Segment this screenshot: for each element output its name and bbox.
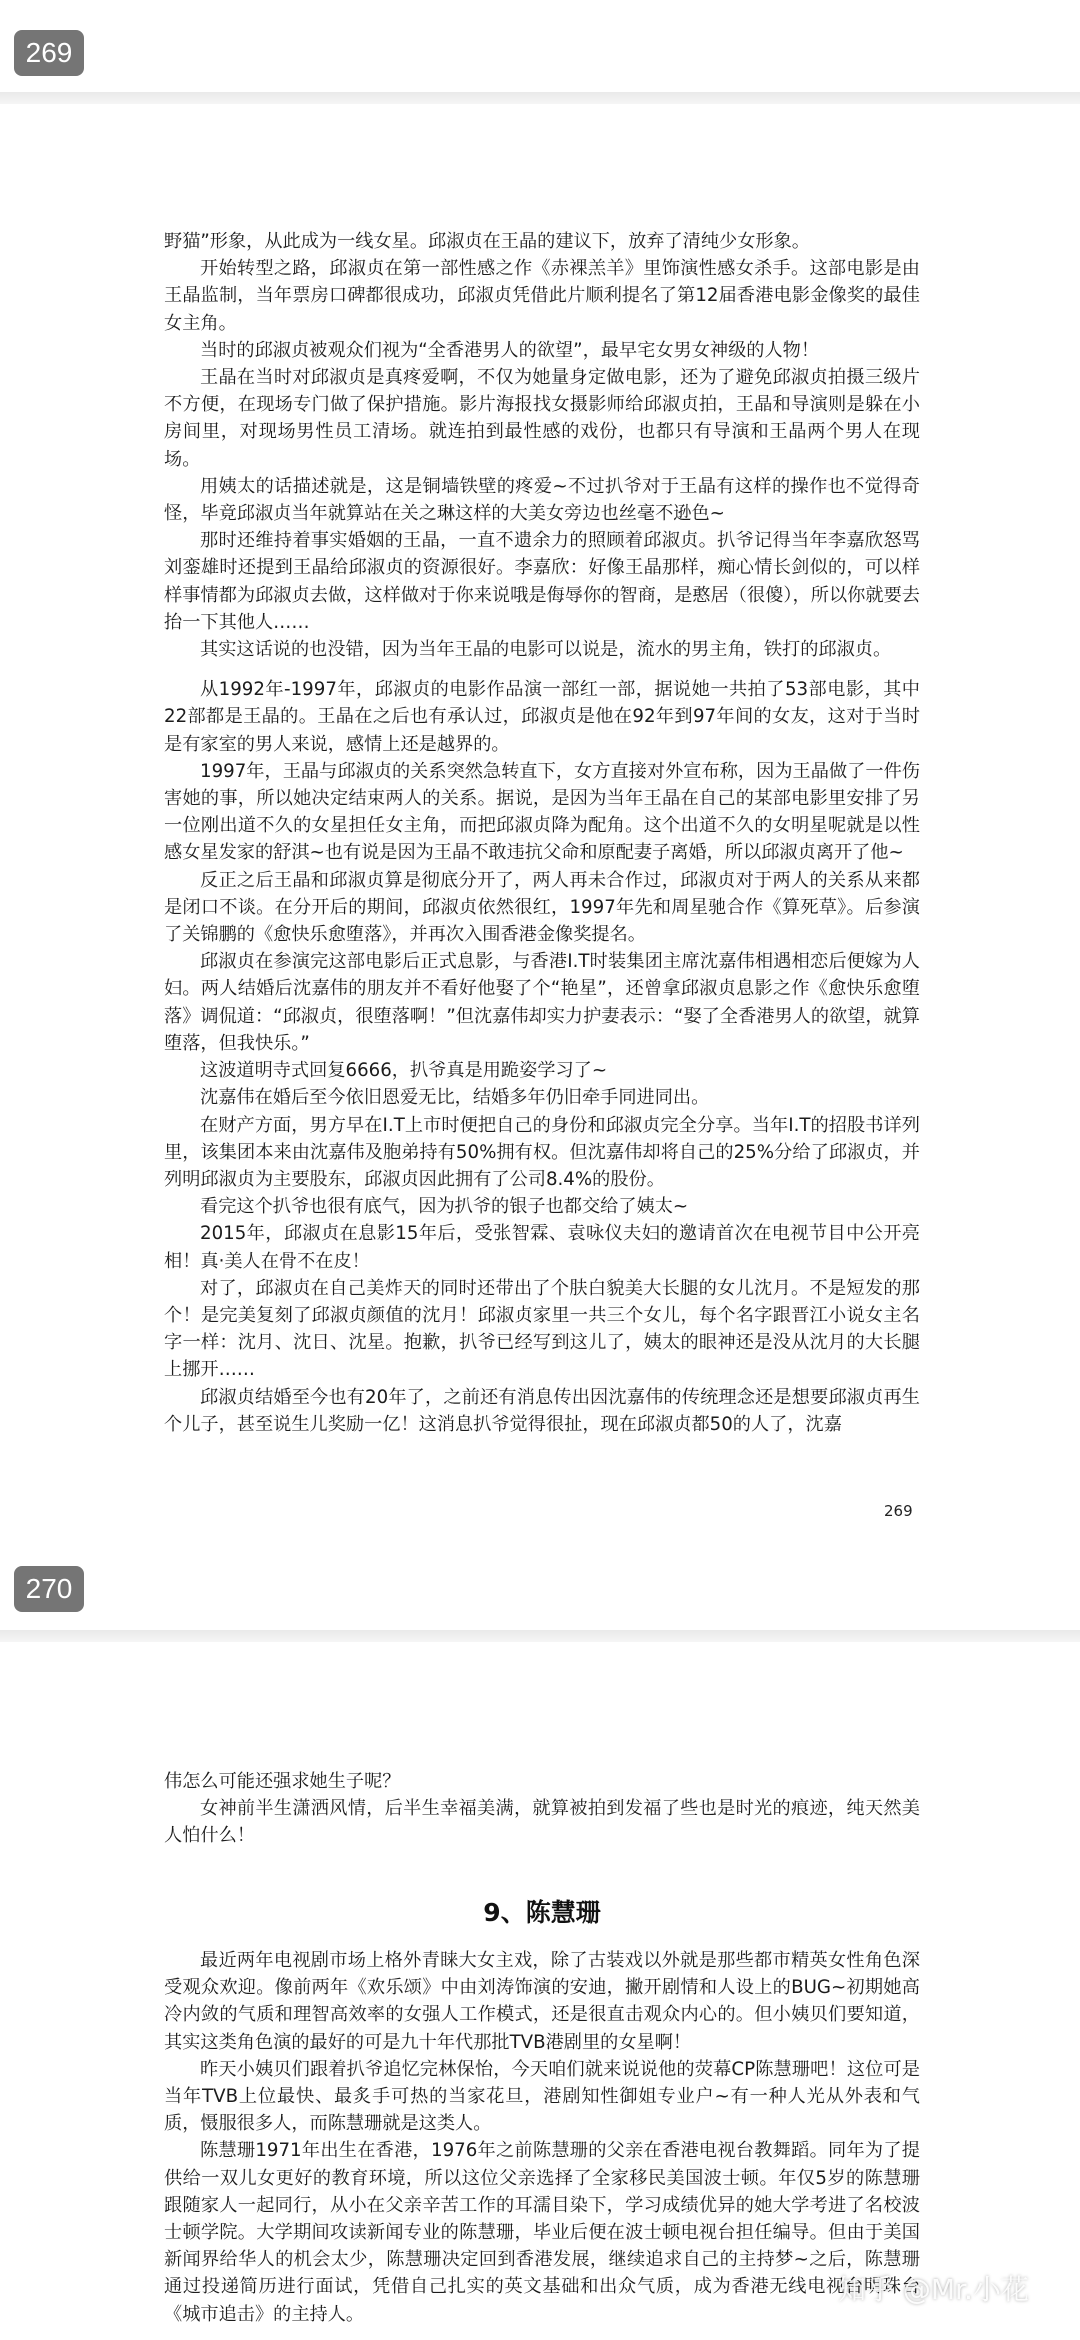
page-divider — [0, 92, 1080, 104]
watermark-text: 知乎 @Mr.小花 — [838, 2273, 1029, 2306]
page-footer-number: 269 — [884, 1502, 913, 1520]
section-heading: 9、陈慧珊 — [483, 1898, 601, 1927]
paragraph: 其实这话说的也没错，因为当年王晶的电影可以说是，流水的男主角，铁打的邱淑贞。 — [200, 639, 892, 661]
paragraph: 2015年，邱淑贞在息影15年后，受张智霖、袁咏仪夫妇的邀请首次在电视节目中公开亮相！真·美人在骨不在皮！ — [164, 1223, 920, 1272]
paragraph: 开始转型之路，邱淑贞在第一部性感之作《赤裸羔羊》里饰演性感女杀手。这部电影是由王晶监制，当年票房口碑都很成功，邱淑贞凭借此片顺利提名了第12届香港电影金像奖的最佳女主角。 — [164, 258, 920, 334]
paragraph: 王晶在当时对邱淑贞是真疼爱啊，不仅为她量身定做电影，还为了避免邱淑贞拍摄三级片不方便，在现场专门做了保护措施。影片海报找女摄影师给邱淑贞拍，王晶和导演则是躲在小房间里，对现场男性员工清场。就连拍到最性感的戏份，也都只有导演和王晶两个男人在现场。 — [164, 367, 920, 470]
section-body — [164, 1947, 920, 2328]
paragraph: 野猫”形象，从此成为一线女星。邱淑贞在王晶的建议下，放弃了清纯少女形象。 — [164, 231, 810, 252]
paragraph: 在财产方面，男方早在I.T上市时便把自己的身份和邱淑贞完全分享。当年I.T的招股书详列里，该集团本来由沈嘉伟及胞弟持有50%拥有权。但沈嘉伟却将自己的25%分给了邱淑贞，并列明邱淑贞为主要股东，邱淑贞因此拥有了公司8.4%的股份。 — [164, 1114, 920, 1190]
paragraph: 昨天小姨贝们跟着扒爷追忆完林保怡，今天咱们就来说说他的荧幕CP陈慧珊吧！这位可是当年TVB上位最快、最炙手可热的当家花旦，港剧知性御姐专业户~有一种人光从外表和气质，慑服很多人，而陈慧珊就是这类人。 — [164, 2058, 920, 2135]
page-divider — [0, 1630, 1080, 1642]
page-number-badge: 270 — [14, 1566, 84, 1612]
paragraph: 当时的邱淑贞被观众们视为“全香港男人的欲望”，最早宅女男女神级的人物！ — [200, 339, 820, 361]
paragraph: 邱淑贞结婚至今也有20年了，之前还有消息传出因沈嘉伟的传统理念还是想要邱淑贞再生个儿子，甚至说生儿奖励一亿！这消息扒爷觉得很扯，现在邱淑贞都50的人了，沈嘉 — [164, 1386, 920, 1435]
paragraph: 1997年，王晶与邱淑贞的关系突然急转直下，女方直接对外宣布称，因为王晶做了一件伤害她的事，所以她决定结束两人的关系。据说，是因为当年王晶在自己的某部电影里安排了另一位刚出道不久的女星担任女主角，而把邱淑贞降为配角。这个出道不久的女明星呢就是以性感女星发家的舒淇~也有说是因为王晶不敢违抗父命和原配妻子离婚，所以邱淑贞离开了他~ — [164, 760, 920, 864]
paragraph: 那时还维持着事实婚姻的王晶，一直不遗余力的照顾着邱淑贞。扒爷记得当年李嘉欣怒骂刘銮雄时还提到王晶给邱淑贞的资源很好。李嘉欣：好像王晶那样，痴心情长剑似的，可以样样事情都为邱淑贞去做，这样做对于你来说哦是侮辱你的智商，是憨居（很傻），所以你就要去抬一下其他人…… — [164, 530, 920, 633]
paragraph: 伟怎么可能还强求她生子呢？ — [164, 1771, 401, 1792]
paragraph: 女神前半生潇洒风情，后半生幸福美满，就算被拍到发福了些也是时光的痕迹，纯天然美人怕什么！ — [164, 1798, 920, 1847]
paragraph: 对了，邱淑贞在自己美炸天的同时还带出了个肤白貌美大长腿的女儿沈月。不是短发的那个！是完美复刻了邱淑贞颜值的沈月！邱淑贞家里一共三个女儿，每个名字跟晋江小说女主名字一样：沈月、沈日、沈星。抱歉，扒爷已经写到这儿了，姨太的眼神还是没从沈月的大长腿上挪开…… — [164, 1277, 920, 1381]
page-270-body — [164, 1768, 920, 1850]
paragraph: 用姨太的话描述就是，这是铜墙铁壁的疼爱~不过扒爷对于王晶有这样的操作也不觉得奇怪，毕竟邱淑贞当年就算站在关之琳这样的大美女旁边也丝毫不逊色~ — [164, 475, 920, 525]
paragraph: 从1992年-1997年，邱淑贞的电影作品演一部红一部，据说她一共拍了53部电影，其中22部都是王晶的。王晶在之后也有承认过，邱淑贞是他在92年到97年间的女友，这对于当时是有家室的男人来说，感情上还是越界的。 — [164, 679, 920, 755]
paragraph: 这波道明寺式回复6666，扒爷真是用跪姿学习了~ — [200, 1060, 608, 1082]
paragraph: 最近两年电视剧市场上格外青睐大女主戏，除了古装戏以外就是那些都市精英女性角色深受观众欢迎。像前两年《欢乐颂》中由刘涛饰演的安迪，撇开剧情和人设上的BUG~初期她高冷内敛的气质和理智高效率的女强人工作模式，还是很直击观众内心的。但小姨贝们要知道，其实这类角色演的最好的可是九十年代那批TVB港剧里的女星啊！ — [164, 1950, 920, 2053]
paragraph: 反正之后王晶和邱淑贞算是彻底分开了，两人再未合作过，邱淑贞对于两人的关系从来都是闭口不谈。在分开后的期间，邱淑贞依然很红，1997年先和周星驰合作《算死草》。后参演了关锦鹏的《愈快乐愈堕落》，并再次入围香港金像奖提名。 — [164, 869, 920, 946]
page-number-badge: 269 — [14, 30, 84, 76]
paragraph: 看完这个扒爷也很有底气，因为扒爷的银子也都交给了姨太~ — [200, 1196, 689, 1218]
paragraph: 沈嘉伟在婚后至今依旧恩爱无比，结婚多年仍旧牵手同进同出。 — [200, 1087, 710, 1109]
paragraph: 邱淑贞在参演完这部电影后正式息影，与香港I.T时装集团主席沈嘉伟相遇相恋后便嫁为人妇。两人结婚后沈嘉伟的朋友并不看好他娶了个“艳星”，还曾拿邱淑贞息影之作《愈快乐愈堕落》调侃道：“邱淑贞，很堕落啊！”但沈嘉伟却实力护妻表示：“娶了全香港男人的欲望，就算堕落，但我快乐。” — [164, 951, 920, 1054]
paragraph: 陈慧珊1971年出生在香港，1976年之前陈慧珊的父亲在香港电视台教舞蹈。同年为了提供给一双儿女更好的教育环境，所以这位父亲选择了全家移民美国波士顿。年仅5岁的陈慧珊跟随家人一起同行，从小在父亲辛苦工作的耳濡目染下，学习成绩优异的她大学考进了名校波士顿学院。大学期间攻读新闻专业的陈慧珊，毕业后便在波士顿电视台担任编导。但由于美国新闻界给华人的机会太少，陈慧珊决定回到香港发展，继续追求自己的主持梦~之后，陈慧珊通过投递简历进行面试，凭借自己扎实的英文基础和出众气质，成为香港无线电视台明珠台《城市追击》的主持人。 — [164, 2140, 920, 2325]
page-269-body — [164, 228, 920, 1438]
